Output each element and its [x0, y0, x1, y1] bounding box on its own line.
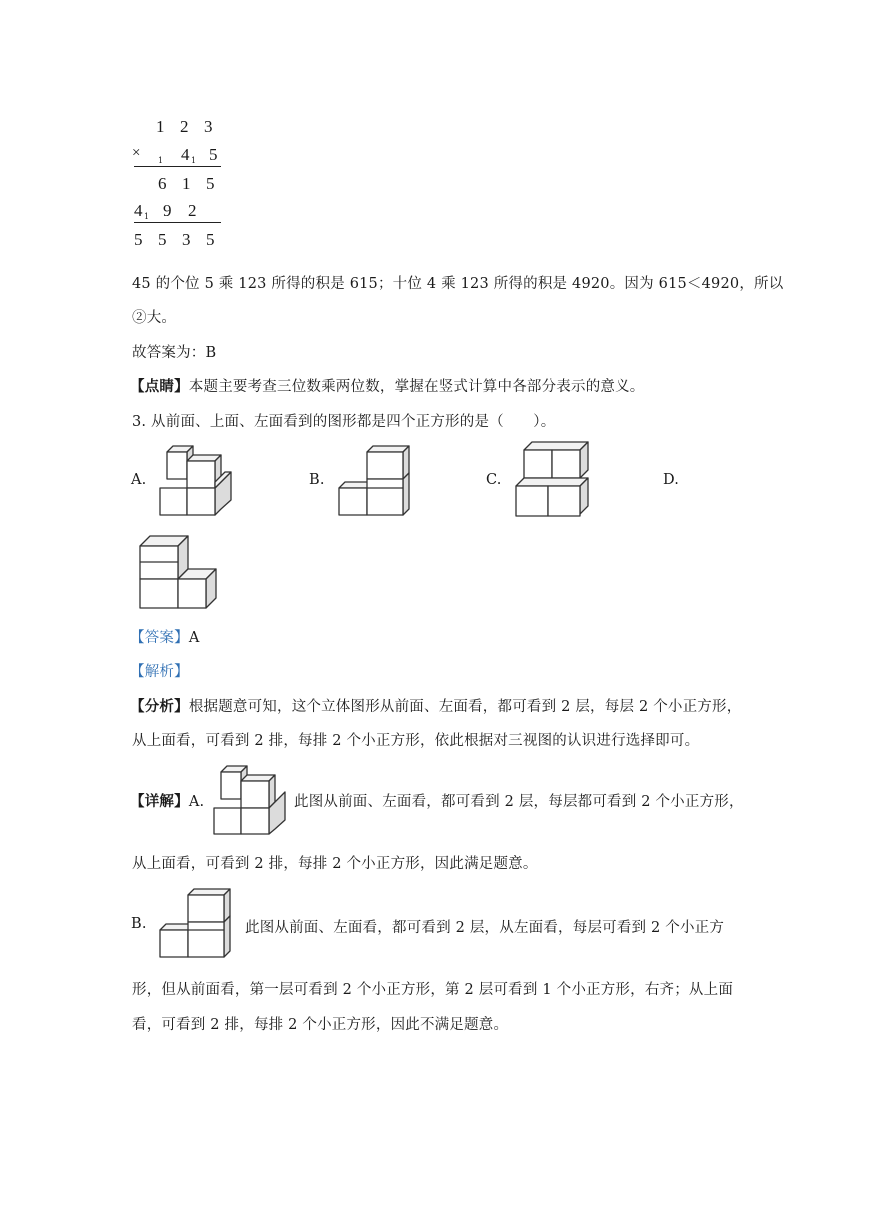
- answer-label: 【答案】: [130, 630, 189, 646]
- carry-digit: 1: [144, 212, 150, 221]
- cube-figure-d: [136, 532, 218, 612]
- xiangjie-b-line: 看，可看到 2 排，每排 2 个小正方形，因此不满足题意。: [132, 1017, 509, 1033]
- calc-digit: 2: [180, 117, 189, 136]
- calc-rule: [134, 166, 221, 167]
- option-label-b: B.: [309, 472, 325, 488]
- xiangjie-a-line: 从上面看，可看到 2 排，每排 2 个小正方形，因此满足题意。: [132, 856, 538, 872]
- calc-digit: 5: [134, 230, 143, 249]
- carry-digit: 1: [191, 156, 197, 165]
- answer-line: 故答案为：B: [132, 345, 217, 361]
- calc-digit: 6: [158, 174, 167, 193]
- explanation-line: ②大。: [132, 310, 177, 326]
- detail-figure-a: [212, 763, 288, 837]
- cube-figure-b: [337, 443, 417, 519]
- option-label-d: D.: [663, 472, 680, 488]
- xiangjie-a-text: 此图从前面、左面看，都可看到 2 层，每层都可看到 2 个小正方形，: [294, 794, 744, 810]
- carry-digit: 1: [158, 156, 164, 165]
- calc-digit: 1: [182, 174, 191, 193]
- xiangjie-label: 【详解】: [130, 793, 189, 810]
- option-label-a: A.: [131, 472, 147, 488]
- explanation-line: 45 的个位 5 乘 123 所得的积是 615；十位 4 乘 123 所得的积是 4920。因为 615＜4920，所以: [132, 276, 784, 292]
- fenxi-label: 【分析】: [130, 698, 189, 715]
- calc-digit: 5: [206, 174, 215, 193]
- xiangjie-b-line: 形，但从前面看，第一层可看到 2 个小正方形，第 2 层可看到 1 个小正方形，右齐；从上面: [132, 982, 734, 998]
- tip-text: 本题主要考查三位数乘两位数，掌握在竖式计算中各部分表示的意义。: [188, 379, 645, 395]
- calc-digit: 3: [182, 230, 191, 249]
- fenxi-paragraph: [130, 695, 741, 716]
- fenxi-line: 从上面看，可看到 2 排，每排 2 个小正方形，依此根据对三视图的认识进行选择即可。: [132, 733, 700, 749]
- fenxi-line: 根据题意可知，这个立体图形从前面、左面看，都可看到 2 层，每层 2 个小正方形，: [188, 699, 742, 715]
- answer-paragraph: [130, 626, 199, 647]
- question-text: 3. 从前面、上面、左面看到的图形都是四个正方形的是（ ）。: [132, 414, 556, 430]
- analysis-label: 【解析】: [130, 664, 189, 680]
- calc-digit: 1: [156, 117, 165, 136]
- xiangjie-b-label: B.: [131, 916, 147, 932]
- multiply-sign: ×: [132, 145, 141, 161]
- xiangjie-a-label: A.: [188, 794, 205, 810]
- detail-figure-b: [158, 886, 238, 960]
- cube-figure-a: [158, 443, 234, 519]
- tip-paragraph: [130, 375, 645, 396]
- option-label-c: C.: [486, 472, 502, 488]
- calc-digit: 5: [158, 230, 167, 249]
- calc-digit: 5: [206, 230, 215, 249]
- calc-digit: 2: [188, 201, 197, 220]
- calc-rule: [134, 222, 221, 223]
- calc-digit: 9: [163, 201, 172, 220]
- xiangjie-b-text: 此图从前面、左面看，都可看到 2 层，从左面看，每层可看到 2 个小正方: [245, 920, 725, 936]
- calc-digit: 4: [181, 145, 190, 164]
- calc-digit: 3: [204, 117, 213, 136]
- tip-label: 【点睛】: [130, 378, 189, 395]
- calc-digit: 5: [209, 145, 218, 164]
- cube-figure-c: [514, 440, 594, 520]
- xiangjie-paragraph: [130, 790, 204, 811]
- answer-value: A: [188, 630, 200, 646]
- calc-digit: 4: [134, 201, 143, 220]
